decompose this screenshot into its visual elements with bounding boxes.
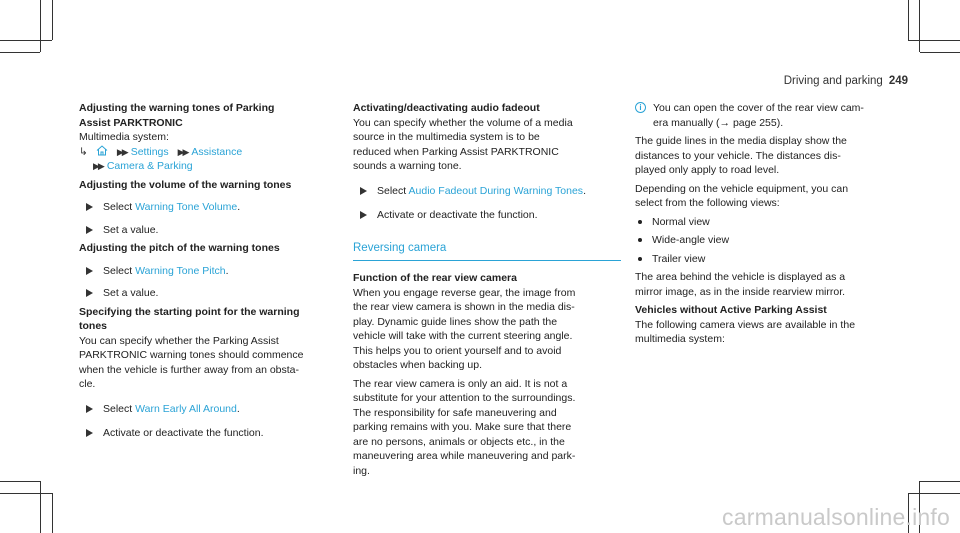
path-settings[interactable]: Settings — [130, 145, 169, 158]
paragraph-audio-fadeout: You can specify whether the volume of a media source in the multimedia system is to be reduced when Parking Assist PARKTRONIC sounds a warning tone. — [353, 116, 573, 172]
step-activate: Activate or deactivate the function. — [79, 426, 327, 441]
list-item: Trailer view — [635, 252, 907, 267]
heading-warning-tones: Adjusting the warning tones of Parking Assist PARKTRONIC — [79, 102, 275, 129]
heading-without-active-parking-assist: Vehicles without Active Parking Assist — [635, 304, 827, 316]
paragraph-camera-views: The following camera views are available in the multimedia system: — [635, 318, 856, 345]
paragraph-camera-function: When you engage reverse gear, the image from the rear view camera is shown in the media dis- play. Dynamic guide lines show the path the vehicle will take with the current steering angle. This helps you to orient yourself and to avoid obstacles when backing up. — [353, 286, 576, 371]
header-section: Driving and parking — [783, 75, 883, 87]
crop-mark — [908, 0, 909, 40]
crop-mark — [919, 0, 920, 52]
double-chevron-icon: ▶▶ — [116, 146, 127, 157]
views-list — [635, 215, 907, 267]
column-right — [635, 101, 907, 347]
page-reference-link[interactable]: era manually (→ page 255). — [653, 116, 784, 129]
system-label: Multimedia system: — [79, 131, 169, 143]
crop-mark — [0, 52, 40, 53]
page-number: 249 — [888, 75, 908, 87]
paragraph-views-intro: Depending on the vehicle equipment, you can select from the following views: — [635, 182, 849, 209]
step-triangle-icon — [86, 405, 93, 413]
paragraph-mirror-image: The area behind the vehicle is displayed as a mirror image, as in the inside rearview mirror. — [635, 271, 846, 298]
home-icon[interactable] — [96, 145, 108, 156]
crop-mark — [920, 52, 960, 53]
crop-mark — [40, 481, 41, 533]
heading-volume: Adjusting the volume of the warning tones — [79, 178, 292, 191]
menu-item-warning-tone-pitch[interactable]: Warning Tone Pitch — [135, 264, 226, 277]
step-triangle-icon — [86, 429, 93, 437]
step-select-audio-fadeout: Select Audio Fadeout During Warning Tones. — [353, 184, 621, 199]
step-triangle-icon — [86, 203, 93, 211]
paragraph-camera-aid: The rear view camera is only an aid. It is not a substitute for your attention to the surroundings. The responsibility for safe maneuvering and parking remains with you. Make sure that there are no persons, animals or objects etc., in the maneuvering area while maneuvering and park- ing. — [353, 377, 576, 477]
paragraph-guide-lines: The guide lines in the media display show the distances to your vehicle. The distances dis- played only apply to road level. — [635, 135, 847, 176]
heading-starting-point: Specifying the starting point for the warning tones — [79, 305, 300, 332]
step-select-warn-early: Select Warn Early All Around. — [79, 402, 327, 417]
step-activate: Activate or deactivate the function. — [353, 208, 621, 223]
heading-rear-view-camera: Function of the rear view camera — [353, 272, 517, 284]
path-assistance[interactable]: Assistance — [191, 145, 243, 158]
crop-mark — [0, 493, 52, 494]
info-note: i You can open the cover of the rear view cam- era manually (→ page 255). — [635, 101, 907, 130]
section-title-reversing-camera: Reversing camera — [353, 241, 621, 262]
step-select-pitch: Select Warning Tone Pitch. — [79, 264, 327, 279]
crop-mark — [908, 493, 960, 494]
crop-mark — [920, 481, 960, 482]
step-triangle-icon — [360, 211, 367, 219]
step-triangle-icon — [86, 226, 93, 234]
heading-pitch: Adjusting the pitch of the warning tones — [79, 242, 280, 254]
step-set-value: Set a value. — [79, 286, 327, 301]
crop-mark — [52, 0, 53, 40]
menu-path — [79, 145, 327, 174]
step-triangle-icon — [86, 289, 93, 297]
crop-mark — [0, 40, 52, 41]
column-left — [79, 101, 327, 441]
path-camera-parking[interactable]: Camera & Parking — [106, 160, 193, 172]
column-middle — [353, 101, 621, 478]
running-header — [784, 75, 908, 87]
menu-item-warning-tone-volume[interactable]: Warning Tone Volume — [135, 201, 238, 213]
menu-item-warn-early-all-around[interactable]: Warn Early All Around — [135, 402, 237, 415]
crop-mark — [0, 481, 40, 482]
watermark: carmanualsonline.info — [722, 504, 950, 530]
list-item: Normal view — [635, 215, 907, 230]
list-item: Wide-angle view — [635, 233, 907, 248]
heading-audio-fadeout: Activating/deactivating audio fadeout — [353, 102, 540, 114]
double-chevron-icon: ▶▶ — [93, 161, 103, 171]
arrow-hook-icon: ↳ — [79, 145, 88, 158]
crop-mark — [908, 40, 960, 41]
step-triangle-icon — [86, 267, 93, 275]
step-set-value: Set a value. — [79, 223, 327, 238]
menu-item-audio-fadeout[interactable]: Audio Fadeout During Warning Tones — [408, 184, 584, 197]
info-icon: i — [635, 102, 646, 113]
double-chevron-icon: ▶▶ — [177, 146, 188, 157]
step-select-volume: Select Warning Tone Volume. — [79, 200, 327, 215]
crop-mark — [52, 493, 53, 533]
crop-mark — [40, 0, 41, 52]
paragraph-starting-point: You can specify whether the Parking Assist PARKTRONIC warning tones should commence when the vehicle is further away from an obsta- cle. — [79, 334, 304, 390]
step-triangle-icon — [360, 187, 367, 195]
